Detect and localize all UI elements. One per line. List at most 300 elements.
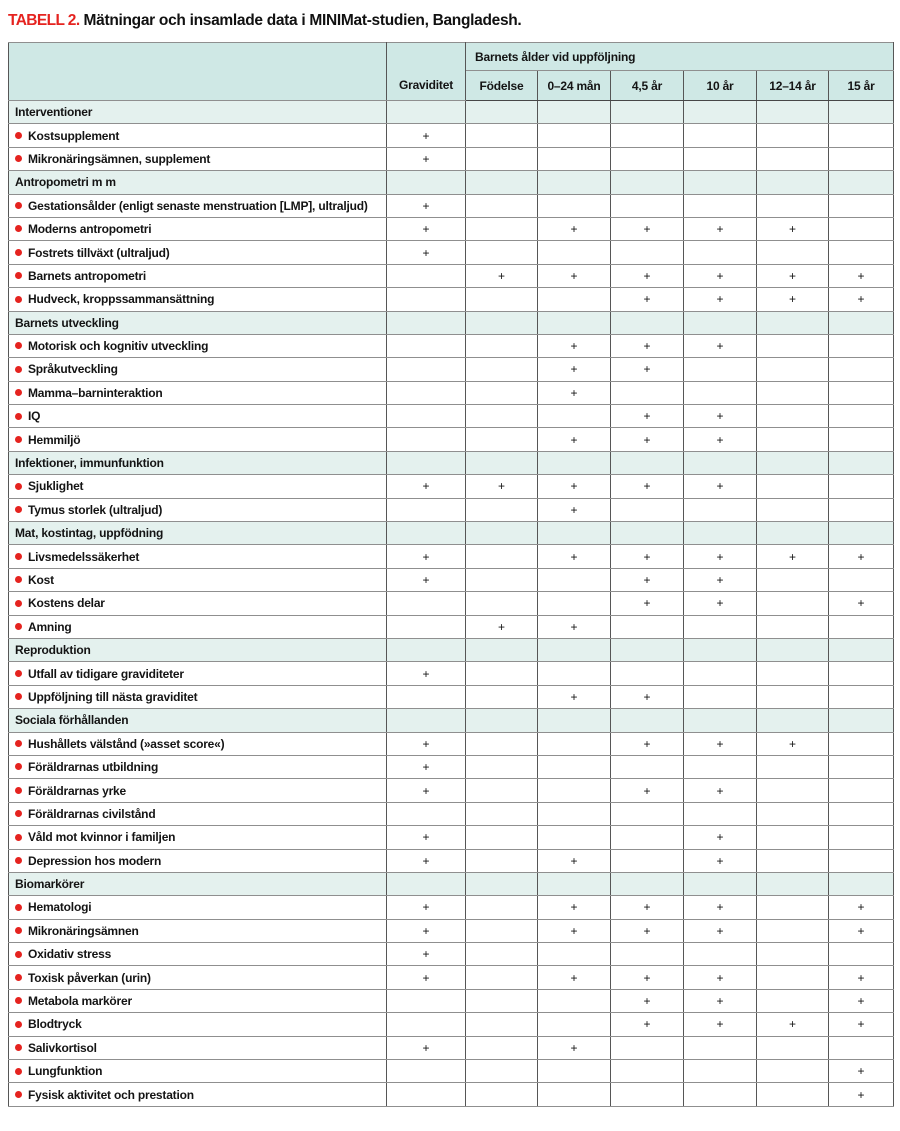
red-bullet-icon [15,296,22,303]
row-label [9,264,387,287]
mark-cell: + [387,896,466,919]
mark-cell [829,732,894,755]
mark-cell: + [829,264,894,287]
mark-cell [684,358,757,381]
mark-cell [757,662,829,685]
red-bullet-icon [15,670,22,677]
mark-cell [757,358,829,381]
mark-cell: + [611,592,684,615]
red-bullet-icon [15,413,22,420]
row-label-text: Motorisk och kognitiv utveckling [28,339,209,354]
mark-cell [684,709,757,732]
table-row [9,334,894,357]
mark-cell [387,638,466,661]
section-label [9,709,387,732]
mark-cell: + [538,685,611,708]
mark-cell [757,638,829,661]
mark-cell [611,1060,684,1083]
row-label-text: Hematologi [28,900,92,915]
mark-cell [829,615,894,638]
section-label [9,522,387,545]
mark-cell [466,662,538,685]
red-bullet-icon [15,506,22,513]
mark-cell: + [538,919,611,942]
mark-cell [684,101,757,124]
mark-cell: + [684,264,757,287]
red-bullet-icon [15,1091,22,1098]
mark-cell: + [538,381,611,404]
mark-cell: + [387,475,466,498]
mark-cell [757,1060,829,1083]
mark-cell [757,171,829,194]
mark-cell [466,334,538,357]
red-bullet-icon [15,834,22,841]
mark-cell [466,1060,538,1083]
red-bullet-icon [15,810,22,817]
mark-cell [387,1013,466,1036]
row-label-text: Föräldrarnas civilstånd [28,806,156,821]
mark-cell [757,779,829,802]
mark-cell: + [387,943,466,966]
mark-cell [611,638,684,661]
mark-cell [757,989,829,1012]
red-bullet-icon [15,1021,22,1028]
mark-cell [466,381,538,404]
table-row [9,779,894,802]
row-label [9,966,387,989]
mark-cell [757,381,829,404]
row-label-text: Moderns antropometri [28,222,152,237]
measurements-table [8,42,894,1107]
table-header [9,43,894,101]
mark-cell: + [829,288,894,311]
row-label-text: Föräldrarnas yrke [28,783,126,798]
row-label-text: Depression hos modern [28,853,162,868]
mark-cell [466,989,538,1012]
mark-cell [757,147,829,170]
mark-cell: + [684,896,757,919]
row-label [9,545,387,568]
mark-cell [538,662,611,685]
row-label-text: Mat, kostintag, uppfödning [15,526,164,541]
mark-cell [611,872,684,895]
mark-cell [611,615,684,638]
mark-cell [387,872,466,895]
red-bullet-icon [15,436,22,443]
mark-cell: + [611,428,684,451]
mark-cell [538,124,611,147]
mark-cell: + [829,919,894,942]
row-label-text: Språkutveckling [28,362,118,377]
mark-cell: + [538,475,611,498]
mark-cell: + [387,732,466,755]
mark-cell [829,943,894,966]
mark-cell: + [538,849,611,872]
table-row [9,1013,894,1036]
mark-cell [757,568,829,591]
mark-cell [684,381,757,404]
column-header-age-3: 10 år [684,71,757,101]
table-row [9,943,894,966]
mark-cell [466,217,538,240]
mark-cell [466,545,538,568]
mark-cell [538,194,611,217]
red-bullet-icon [15,904,22,911]
red-bullet-icon [15,600,22,607]
mark-cell: + [387,849,466,872]
column-header-age-4: 12–14 år [757,71,829,101]
mark-cell [466,1083,538,1106]
mark-cell [829,709,894,732]
mark-cell [757,943,829,966]
mark-cell [538,405,611,428]
mark-cell [466,311,538,334]
mark-cell [611,826,684,849]
table-title [8,12,521,30]
table-row [9,849,894,872]
red-bullet-icon [15,997,22,1004]
table-row [9,428,894,451]
mark-cell: + [466,615,538,638]
mark-cell [466,522,538,545]
mark-cell [757,1036,829,1059]
mark-cell [757,755,829,778]
mark-cell [466,919,538,942]
mark-cell [466,943,538,966]
mark-cell [538,1083,611,1106]
mark-cell [829,568,894,591]
row-label-text: Mamma–barninteraktion [28,385,163,400]
mark-cell [757,1083,829,1106]
mark-cell: + [684,919,757,942]
row-label [9,405,387,428]
row-label-text: Våld mot kvinnor i familjen [28,830,176,845]
mark-cell [829,498,894,521]
mark-cell [829,101,894,124]
mark-cell [538,147,611,170]
mark-cell [387,381,466,404]
table-row [9,755,894,778]
mark-cell: + [684,732,757,755]
mark-cell [538,638,611,661]
section-row [9,638,894,661]
section-label [9,171,387,194]
mark-cell [757,194,829,217]
mark-cell [757,101,829,124]
mark-cell [611,1083,684,1106]
mark-cell [829,755,894,778]
mark-cell [538,826,611,849]
row-label [9,615,387,638]
mark-cell [466,358,538,381]
mark-cell: + [538,428,611,451]
column-header-age-2: 4,5 år [611,71,684,101]
table-row [9,826,894,849]
mark-cell [466,101,538,124]
mark-cell [611,522,684,545]
row-label-text: Kostens delar [28,596,105,611]
row-label [9,826,387,849]
mark-cell: + [829,545,894,568]
row-label-text: Gestationsålder (enligt senaste menstruation [LMP], ultraljud) [28,198,368,213]
table-row [9,592,894,615]
mark-cell [466,405,538,428]
table-row [9,732,894,755]
mark-cell: + [684,405,757,428]
mark-cell [684,872,757,895]
row-label-text: Barnets utveckling [15,315,119,330]
mark-cell [611,311,684,334]
mark-cell: + [387,147,466,170]
row-label [9,943,387,966]
mark-cell [466,451,538,474]
row-label-text: Mikronäringsämnen, supplement [28,151,211,166]
row-label [9,147,387,170]
mark-cell: + [684,545,757,568]
row-label-text: Interventioner [15,105,93,120]
row-label [9,755,387,778]
table-body [9,101,894,1107]
mark-cell: + [829,896,894,919]
mark-cell [611,943,684,966]
mark-cell [538,288,611,311]
row-label [9,428,387,451]
mark-cell [387,522,466,545]
row-label-text: Kost [28,573,54,587]
row-label-text: Amning [28,619,72,634]
mark-cell: + [611,358,684,381]
mark-cell [757,311,829,334]
mark-cell [829,685,894,708]
column-header-age-5: 15 år [829,71,894,101]
row-label-text: Biomarkörer [15,877,85,892]
mark-cell [387,428,466,451]
mark-cell [611,147,684,170]
table-row [9,685,894,708]
row-label-text: Antropometri m m [15,175,116,190]
mark-cell [466,802,538,825]
row-label [9,896,387,919]
mark-cell: + [387,919,466,942]
mark-cell: + [611,685,684,708]
mark-cell [684,943,757,966]
red-bullet-icon [15,202,22,209]
row-label [9,849,387,872]
mark-cell [684,147,757,170]
row-label [9,989,387,1012]
table-row [9,1036,894,1059]
mark-cell: + [611,405,684,428]
mark-cell: + [387,755,466,778]
red-bullet-icon [15,787,22,794]
mark-cell [538,1060,611,1083]
row-label-text: Livsmedelssäkerhet [28,549,140,564]
column-header-age-0: Födelse [466,71,538,101]
mark-cell [538,732,611,755]
table-row [9,498,894,521]
table-row [9,919,894,942]
mark-cell [466,826,538,849]
mark-cell: + [538,498,611,521]
table-row [9,1060,894,1083]
row-label-text: Uppföljning till nästa graviditet [28,689,198,704]
row-label [9,1013,387,1036]
table-title-text: Mätningar och insamlade data i MINIMat-studien, Bangladesh. [83,12,522,29]
red-bullet-icon [15,974,22,981]
table-row [9,966,894,989]
mark-cell [684,615,757,638]
row-label [9,217,387,240]
red-bullet-icon [15,951,22,958]
mark-cell: + [538,896,611,919]
mark-cell [611,194,684,217]
mark-cell: + [538,966,611,989]
mark-cell [466,709,538,732]
mark-cell: + [684,217,757,240]
mark-cell [466,194,538,217]
mark-cell [466,872,538,895]
mark-cell: + [757,545,829,568]
mark-cell [684,124,757,147]
mark-cell [757,615,829,638]
mark-cell [829,241,894,264]
mark-cell [387,311,466,334]
mark-cell [684,1060,757,1083]
row-label [9,194,387,217]
mark-cell: + [757,732,829,755]
row-label-text: Föräldrarnas utbildning [28,760,159,775]
table-row [9,194,894,217]
mark-cell [757,428,829,451]
mark-cell: + [829,1013,894,1036]
mark-cell [829,405,894,428]
mark-cell [829,779,894,802]
mark-cell [611,498,684,521]
mark-cell: + [684,288,757,311]
row-label [9,662,387,685]
row-label-text: Metabola markörer [28,994,132,1009]
mark-cell [684,241,757,264]
mark-cell [538,311,611,334]
mark-cell [829,217,894,240]
row-label-text: Reproduktion [15,643,91,658]
section-row [9,451,894,474]
mark-cell [611,381,684,404]
section-label [9,638,387,661]
mark-cell [538,779,611,802]
mark-cell [466,288,538,311]
row-label [9,802,387,825]
mark-cell [757,475,829,498]
mark-cell: + [611,217,684,240]
mark-cell [757,498,829,521]
mark-cell: + [684,1013,757,1036]
mark-cell [538,755,611,778]
mark-cell: + [387,217,466,240]
mark-cell [829,358,894,381]
mark-cell [387,358,466,381]
table-row [9,264,894,287]
mark-cell [757,522,829,545]
mark-cell: + [684,826,757,849]
mark-cell [757,872,829,895]
mark-cell [757,896,829,919]
section-label [9,101,387,124]
mark-cell [611,802,684,825]
mark-cell [829,475,894,498]
mark-cell [466,592,538,615]
mark-cell [829,451,894,474]
mark-cell [466,732,538,755]
row-label [9,1036,387,1059]
mark-cell [387,171,466,194]
red-bullet-icon [15,1068,22,1075]
mark-cell [757,966,829,989]
mark-cell: + [611,545,684,568]
mark-cell: + [757,1013,829,1036]
row-label-text: Sjuklighet [28,479,84,494]
red-bullet-icon [15,553,22,560]
mark-cell [684,171,757,194]
mark-cell: + [387,966,466,989]
row-label [9,592,387,615]
row-label-text: Lungfunktion [28,1064,103,1079]
mark-cell: + [611,568,684,591]
table-row [9,568,894,591]
mark-cell [387,592,466,615]
table-row [9,358,894,381]
row-label-text: Mikronäringsämnen [28,923,139,938]
table-title-tag: TABELL 2. [8,12,80,29]
mark-cell: + [684,989,757,1012]
red-bullet-icon [15,366,22,373]
mark-cell [387,264,466,287]
section-row [9,101,894,124]
mark-cell: + [611,1013,684,1036]
mark-cell: + [387,241,466,264]
row-label [9,568,387,591]
mark-cell [829,124,894,147]
mark-cell [538,522,611,545]
row-label-text: Sociala förhållanden [15,713,129,728]
mark-cell: + [611,288,684,311]
mark-cell [684,662,757,685]
mark-cell: + [387,1036,466,1059]
row-label [9,288,387,311]
mark-cell [538,241,611,264]
table-row [9,662,894,685]
mark-cell: + [611,264,684,287]
corner-header-cell [9,43,387,101]
mark-cell [611,124,684,147]
red-bullet-icon [15,763,22,770]
mark-cell [387,802,466,825]
row-label [9,358,387,381]
mark-cell [684,498,757,521]
mark-cell [466,685,538,708]
row-label [9,498,387,521]
mark-cell: + [684,568,757,591]
mark-cell [387,498,466,521]
mark-cell [466,147,538,170]
mark-cell [611,451,684,474]
mark-cell: + [684,428,757,451]
section-row [9,171,894,194]
section-row [9,522,894,545]
mark-cell [466,1036,538,1059]
mark-cell [684,451,757,474]
mark-cell: + [684,592,757,615]
